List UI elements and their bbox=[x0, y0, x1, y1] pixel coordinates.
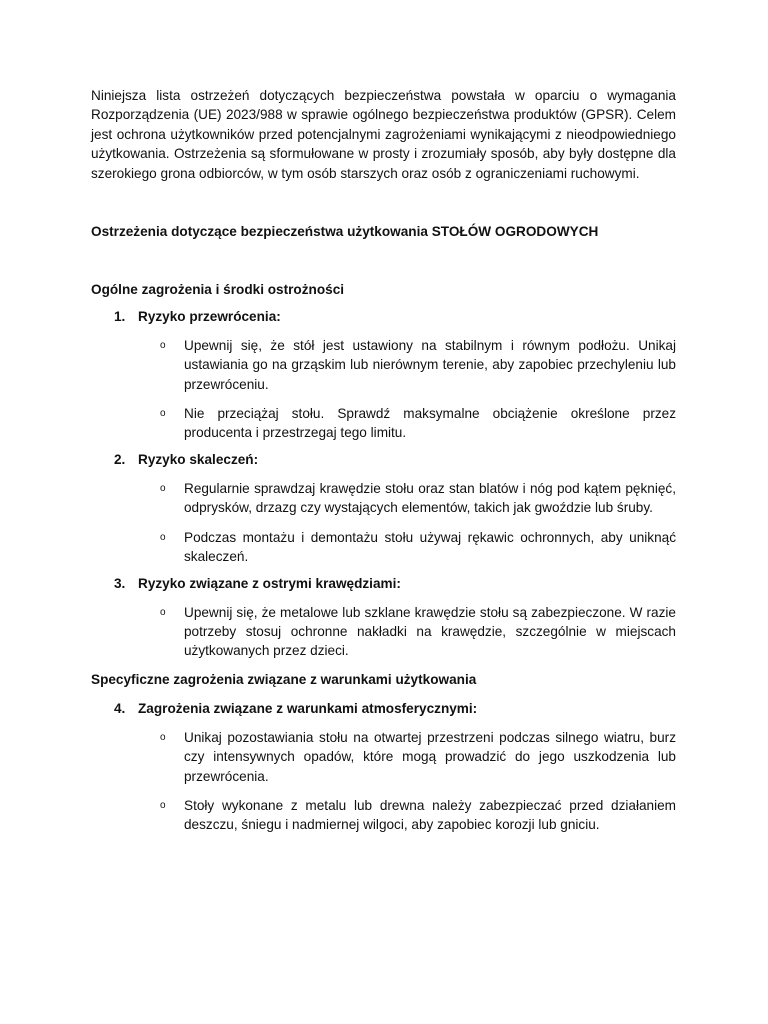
bullet-list bbox=[91, 336, 676, 443]
list-item bbox=[91, 528, 676, 567]
document-title: Ostrzeżenia dotyczące bezpieczeństwa użytkowania STOŁÓW OGRODOWYCH bbox=[91, 224, 599, 240]
bullet-text: Nie przeciążaj stołu. Sprawdź maksymalne obciążenie określone przez producenta i przestrzegaj tego limitu. bbox=[184, 406, 676, 441]
item-title: Ryzyko skaleczeń: bbox=[138, 451, 259, 467]
bullet-list bbox=[91, 728, 676, 835]
section-heading-general: Ogólne zagrożenia i środki ostrożności bbox=[91, 282, 345, 298]
list-item bbox=[91, 479, 676, 518]
item-title: Ryzyko związane z ostrymi krawędziami: bbox=[138, 575, 401, 591]
bullet-list bbox=[91, 603, 676, 661]
bullet-text: Upewnij się, że metalowe lub szklane krawędzie stołu są zabezpieczone. W razie potrzeby stosuj ochronne nakładki na krawędzie, szczególnie w miejscach użytkowanych przez dzieci. bbox=[184, 604, 676, 659]
item-number: 4. bbox=[114, 700, 126, 716]
bullet-list bbox=[91, 479, 676, 567]
bullet-marker: o bbox=[160, 606, 166, 618]
numbered-item-4 bbox=[91, 699, 676, 725]
bullet-marker: o bbox=[160, 799, 166, 811]
bullet-marker: o bbox=[160, 731, 166, 743]
bullet-text: Podczas montażu i demontażu stołu używaj rękawic ochronnych, aby uniknąć skaleczeń. bbox=[184, 529, 676, 565]
list-item bbox=[91, 404, 676, 443]
bullet-text: Regularnie sprawdzaj krawędzie stołu oraz stan blatów i nóg pod kątem pęknięć, odprysków, drzazg czy wystających elementów, takich jak gwoździe lub śruby. bbox=[184, 480, 676, 516]
bullet-text: Unikaj pozostawiania stołu na otwartej przestrzeni podczas silnego wiatru, burz czy intensywnych opadów, które mogą prowadzić do jego uszkodzenia lub przewrócenia. bbox=[184, 729, 676, 784]
numbered-item-3 bbox=[91, 574, 676, 600]
bullet-marker: o bbox=[160, 408, 166, 420]
list-item bbox=[91, 728, 676, 786]
list-item bbox=[91, 603, 676, 661]
section-heading-specific: Specyficzne zagrożenia związane z warunkami użytkowania bbox=[91, 671, 477, 687]
item-title: Zagrożenia związane z warunkami atmosferycznymi: bbox=[138, 700, 478, 716]
bullet-text: Upewnij się, że stół jest ustawiony na stabilnym i równym podłożu. Unikaj ustawiania go na grząskim lub nierównym terenie, aby zapobiec przechyleniu lub przewróceniu. bbox=[184, 337, 676, 392]
document-page bbox=[91, 86, 676, 845]
bullet-marker: o bbox=[160, 531, 166, 543]
item-title: Ryzyko przewrócenia: bbox=[138, 308, 281, 324]
intro-paragraph: Niniejsza lista ostrzeżeń dotyczących bezpieczeństwa powstała w oparciu o wymagania Rozporządzenia (UE) 2023/988 w sprawie ogólnego bezpieczeństwa produktów (GPSR). Celem jest ochrona użytkowników przed potencjalnymi zagrożeniami wynikającymi z nieodpowiedniego użytkowania. Ostrzeżenia są sformułowane w prosty i zrozumiały sposób, aby były dostępne dla szerokiego grona odbiorców, w tym osób starszych oraz osób z ograniczeniami ruchowymi. bbox=[91, 88, 676, 181]
list-item bbox=[91, 336, 676, 394]
item-number: 3. bbox=[114, 575, 126, 591]
numbered-item-1 bbox=[91, 307, 676, 333]
numbered-item-2 bbox=[91, 450, 676, 476]
bullet-marker: o bbox=[160, 482, 166, 494]
bullet-text: Stoły wykonane z metalu lub drewna należy zabezpieczać przed działaniem deszczu, śniegu i nadmiernej wilgoci, aby zapobiec korozji lub gniciu. bbox=[184, 797, 676, 833]
list-item bbox=[91, 796, 676, 835]
item-number: 1. bbox=[114, 308, 126, 324]
item-number: 2. bbox=[114, 451, 126, 467]
bullet-marker: o bbox=[160, 339, 166, 351]
